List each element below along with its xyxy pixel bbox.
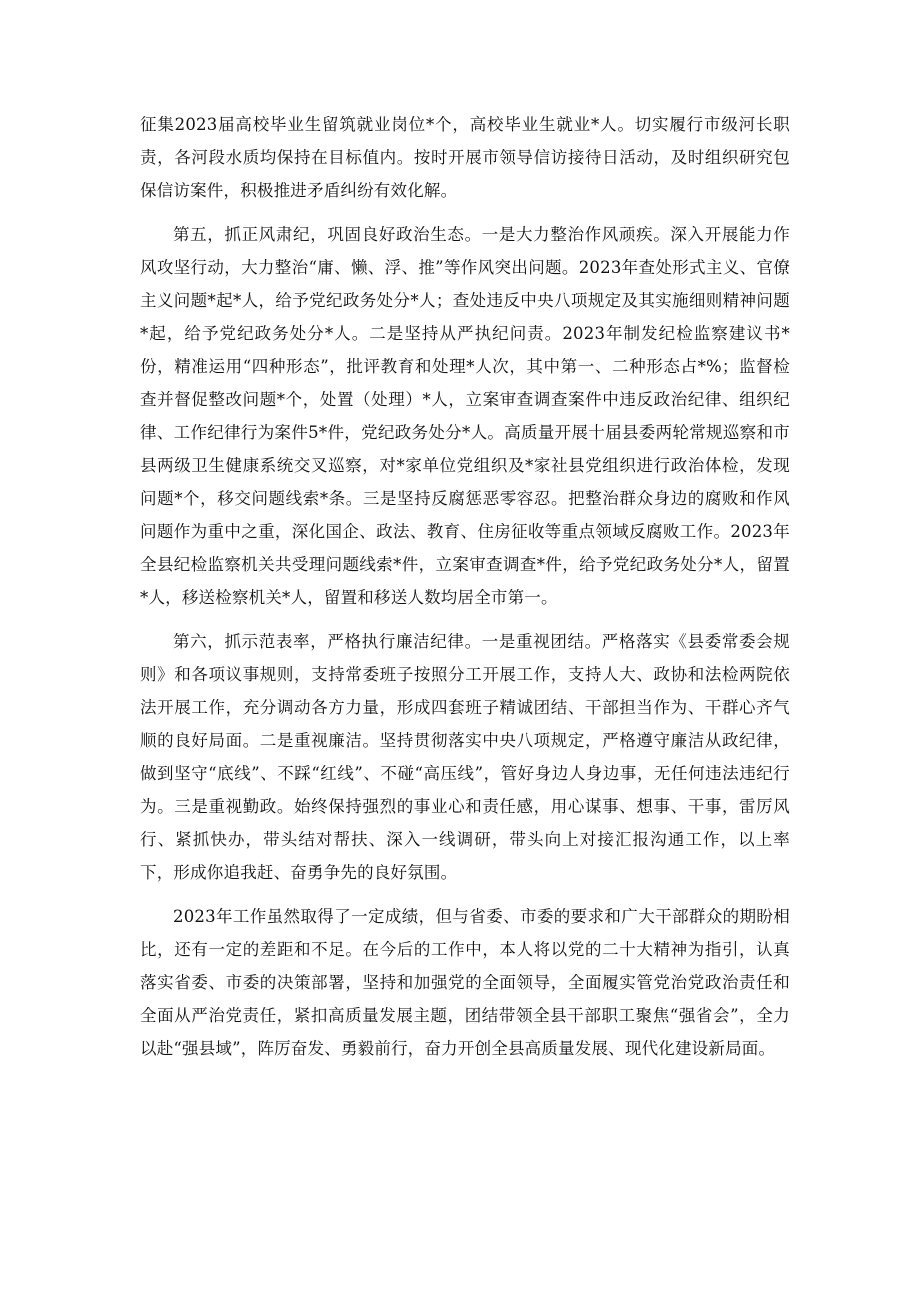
paragraph-fifth-point: 第五，抓正风肃纪，巩固良好政治生态。一是大力整治作风顽疾。深入开展能力作风攻坚行动，大力整治“庸、懒、浮、推”等作风突出问题。2023年查处形式主义、官僚主义问题*起*人，给予党纪政务处分*人；查处违反中央八项规定及其实施细则精神问题*起，给予党纪政务处分*人。二是坚持从严执纪问责。2023年制发纪检监察建议书*份，精准运用“四种形态”，批评教育和处理*人次，其中第一、二种形态占*%；监督检查并督促整改问题*个，处置（处理）*人，立案审查调查案件中违反政治纪律、组织纪律、工作纪律行为案件5*件，党纪政务处分*人。高质量开展十届县委两轮常规巡察和市县两级卫生健康系统交叉巡察，对*家单位党组织及*家社县党组织进行政治体检，发现问题*个，移交问题线索*条。三是坚持反腐惩恶零容忍。把整治群众身边的腐败和作风问题作为重中之重，深化国企、政法、教育、住房征收等重点领域反腐败工作。2023年全县纪检监察机关共受理问题线索*件，立案审查调查*件，给予党纪政务处分*人，留置*人，移送检察机关*人，留置和移送人数均居全市第一。 — [140, 225, 790, 607]
paragraph-conclusion: 2023年工作虽然取得了一定成绩，但与省委、市委的要求和广大干部群众的期盼相比，还有一定的差距和不足。在今后的工作中，本人将以党的二十大精神为指引，认真落实省委、市委的决策部署，坚持和加强党的全面领导，全面履实管党治党政治责任和全面从严治党责任，紧扣高质量发展主题，团结带领全县干部职工聚焦“强省会”，全力以赴“强县域”，阵厉奋发、勇毅前行，奋力开创全县高质量发展、现代化建设新局面。 — [140, 907, 790, 1058]
document-body — [140, 108, 790, 1076]
paragraph-sixth-point: 第六，抓示范表率，严格执行廉洁纪律。一是重视团结。严格落实《县委常委会规则》和各项议事规则，支持常委班子按照分工开展工作，支持人大、政协和法检两院依法开展工作，充分调动各方力量，形成四套班子精诚团结、干部担当作为、干群心齐气顺的良好局面。二是重视廉洁。坚持贯彻落实中央八项规定，严格遵守廉洁从政纪律，做到坚守“底线”、不踩“红线”、不碰“高压线”，管好身边人身边事，无任何违法违纪行为。三是重视勤政。始终保持强烈的事业心和责任感，用心谋事、想事、干事，雷厉风行、紧抓快办，带头结对帮扶、深入一线调研，带头向上对接汇报沟通工作，以上率下，形成你追我赶、奋勇争先的良好氛围。 — [140, 632, 790, 882]
paragraph-continuation: 征集2023届高校毕业生留筑就业岗位*个，高校毕业生就业*人。切实履行市级河长职责，各河段水质均保持在目标值内。按时开展市领导信访接待日活动，及时组织研究包保信访案件，积极推进矛盾纠纷有效化解。 — [140, 115, 790, 200]
